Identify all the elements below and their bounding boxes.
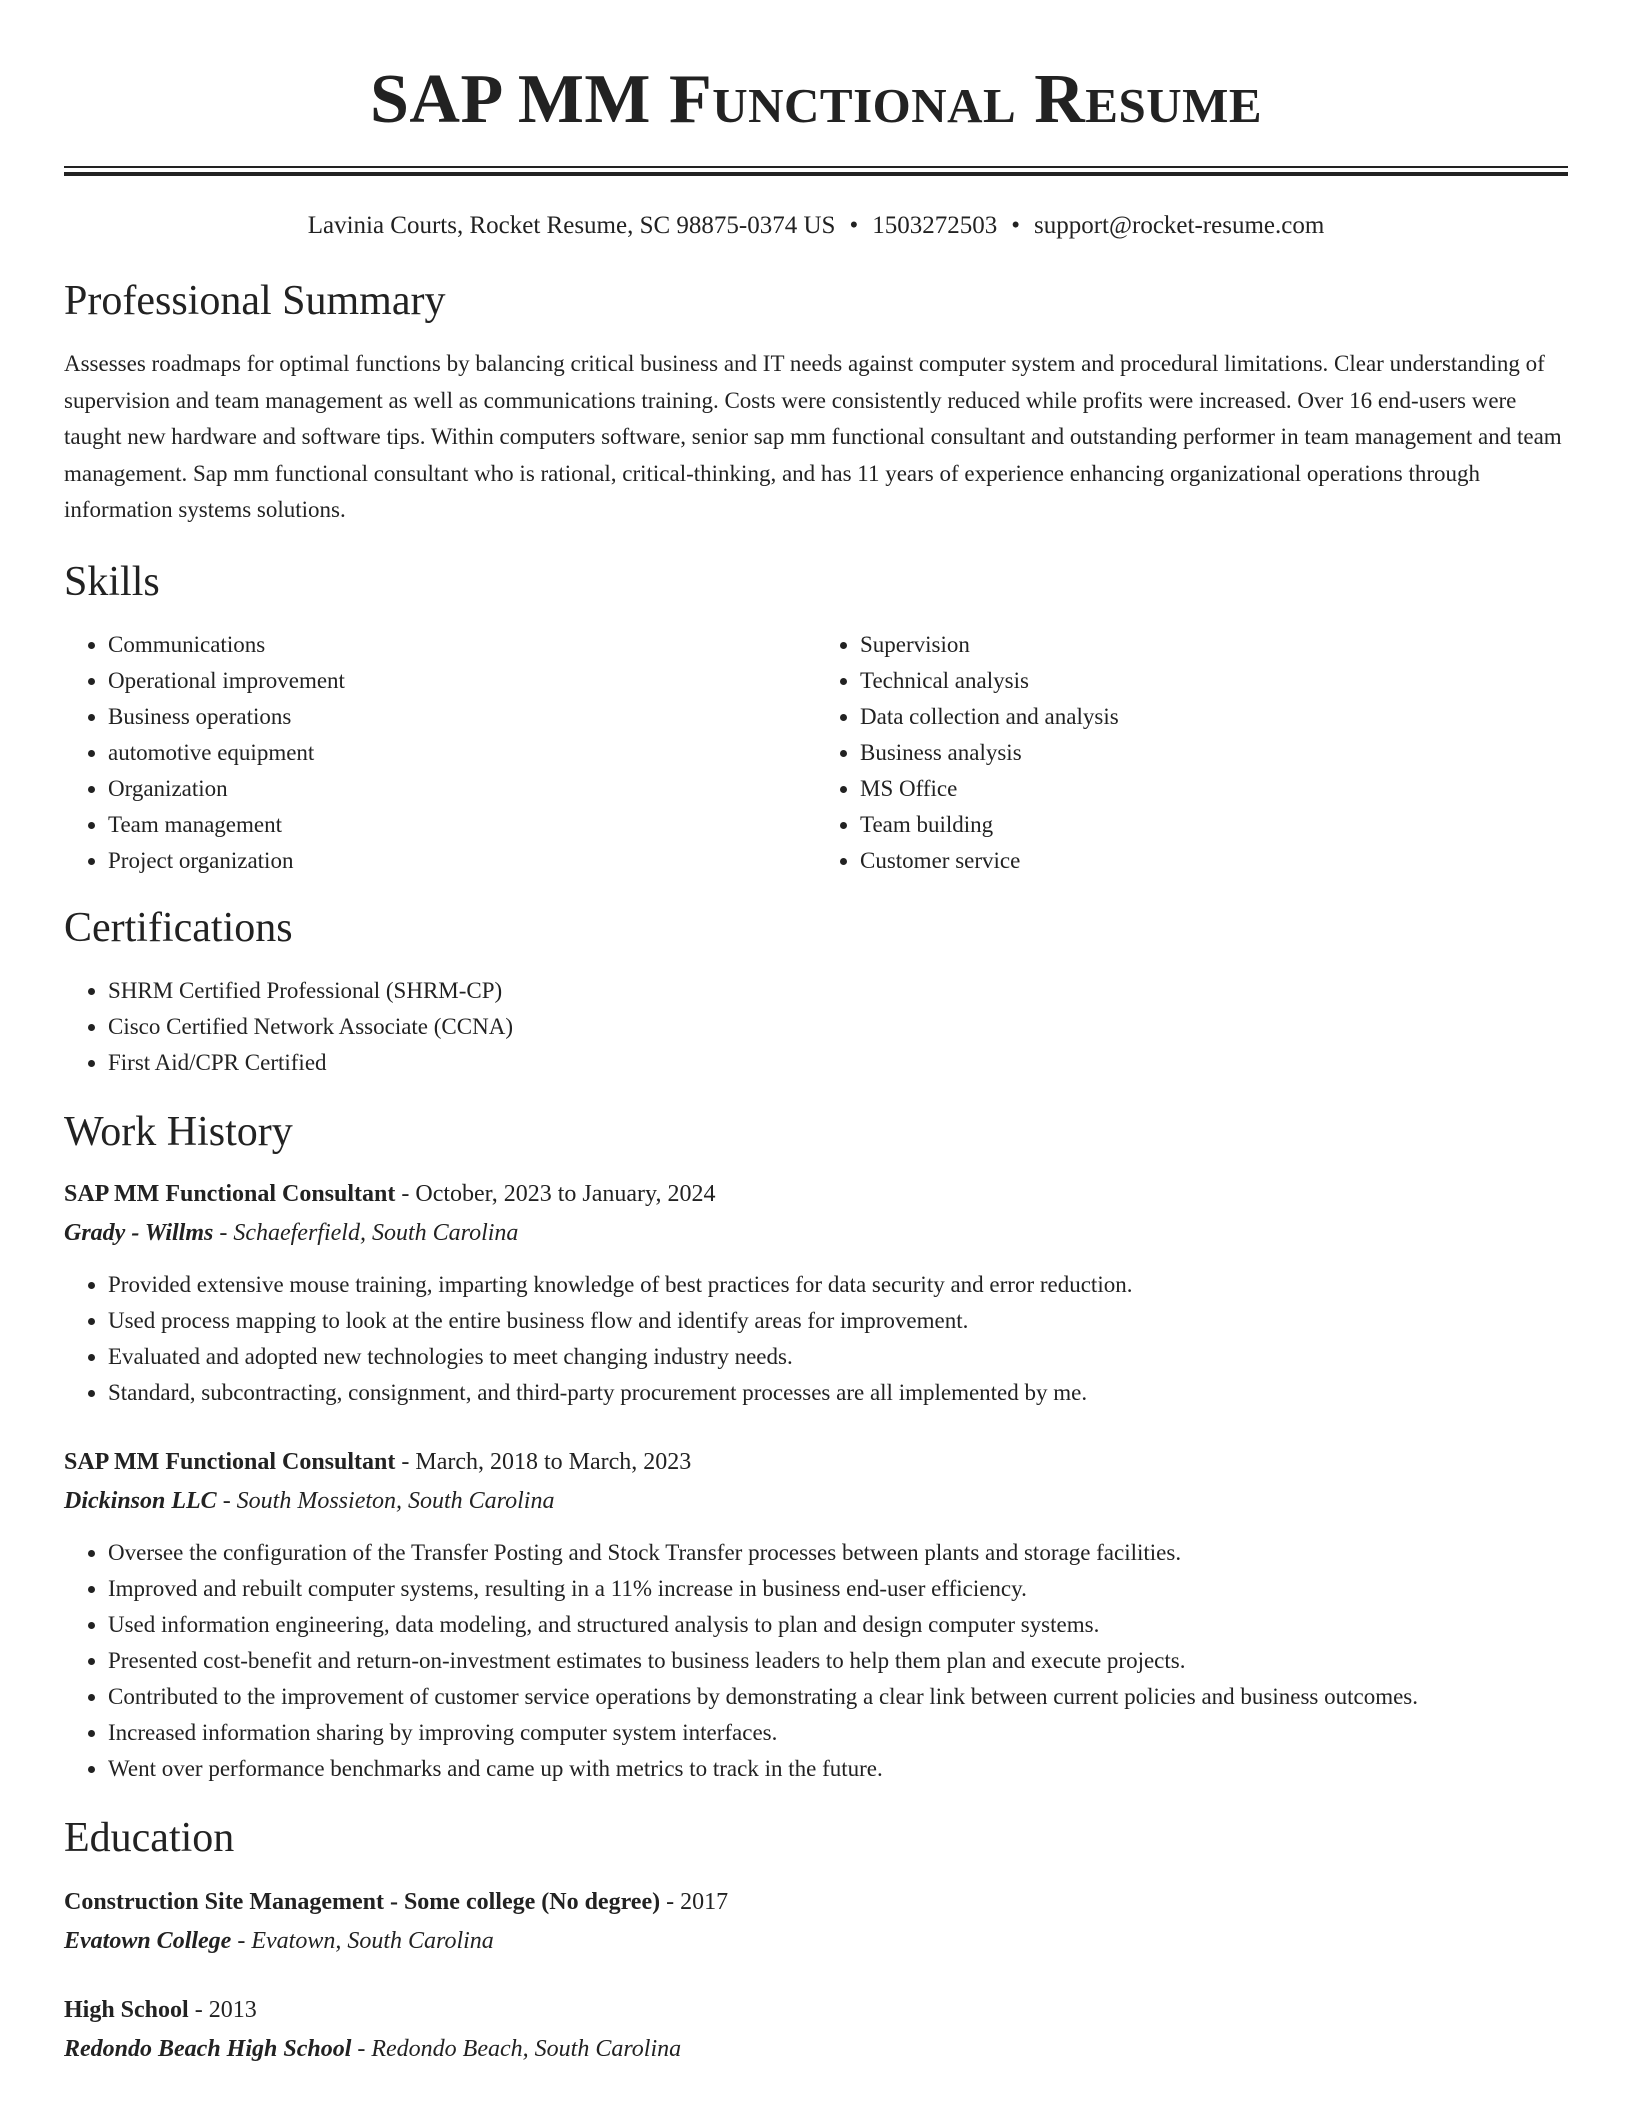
certification-item: • Cisco Certified Network Associate (CCNA) bbox=[108, 1009, 1568, 1045]
job-bullet: • Oversee the configuration of the Transfer Posting and Stock Transfer processes between plants and storage facilities. bbox=[108, 1535, 1568, 1571]
education-program: Construction Site Management - Some college (No degree) bbox=[64, 1888, 661, 1915]
education-school-line bbox=[64, 1921, 1568, 1961]
summary-heading: Professional Summary bbox=[64, 278, 446, 324]
skill-item: • Customer service bbox=[860, 843, 1568, 879]
job-bullet: • Provided extensive mouse training, imparting knowledge of best practices for data security and error reduction. bbox=[108, 1267, 1568, 1303]
skill-item: • Technical analysis bbox=[860, 663, 1568, 699]
job-bullet: • Increased information sharing by improving computer system interfaces. bbox=[108, 1715, 1568, 1751]
title-divider bbox=[64, 166, 1568, 176]
education-program-line bbox=[64, 1991, 1568, 2029]
skill-item: • Supervision bbox=[860, 627, 1568, 663]
skills-columns bbox=[64, 627, 1568, 879]
contact-separator: • bbox=[1011, 212, 1020, 239]
job-bullet: • Evaluated and adopted new technologies to meet changing industry needs. bbox=[108, 1339, 1568, 1375]
job-bullet: • Presented cost-benefit and return-on-investment estimates to business leaders to help them plan and execute projects. bbox=[108, 1643, 1568, 1679]
contact-email: support@rocket-resume.com bbox=[1033, 212, 1325, 239]
skills-right-list bbox=[816, 627, 1568, 879]
contact-separator: • bbox=[849, 212, 859, 239]
job-location: - South Mossieton, South Carolina bbox=[216, 1487, 555, 1514]
job-bullets bbox=[64, 1267, 1568, 1411]
work-history-heading: Work History bbox=[64, 1108, 293, 1155]
resume-page bbox=[64, 0, 1568, 2069]
skill-item: • Communications bbox=[108, 627, 816, 663]
skill-item: • Data collection and analysis bbox=[860, 699, 1568, 735]
education-entry bbox=[64, 1991, 1568, 2069]
job-bullets bbox=[64, 1535, 1568, 1787]
job-bullet: • Standard, subcontracting, consignment, and third-party procurement processes are all implemented by me. bbox=[108, 1375, 1568, 1411]
certifications-list bbox=[64, 973, 1568, 1081]
contact-phone: 1503272503 bbox=[872, 212, 998, 239]
summary-text: Assesses roadmaps for optimal functions by balancing critical business and IT needs against computer system and procedural limitations. Clear understanding of supervision and team management as well as communications training. Costs were consistently reduced while profits were increased. Over 16 end-users were taught new hardware and software tips. Within computers software, senior sap mm functional consultant and outstanding performer in team management and team management. Sap mm functional consultant who is rational, critical-thinking, and has 11 years of experience enhancing organizational operations through information systems solutions. bbox=[64, 351, 1562, 522]
education-heading: Education bbox=[64, 1814, 235, 1861]
skill-item: • Project organization bbox=[108, 843, 816, 879]
contact-address: Lavinia Courts, Rocket Resume, SC 98875-0374 US bbox=[307, 212, 836, 239]
job-company: Dickinson LLC bbox=[64, 1487, 217, 1514]
certification-item: • SHRM Certified Professional (SHRM-CP) bbox=[108, 973, 1568, 1009]
education-year: - 2013 bbox=[188, 1996, 257, 2023]
job-title: SAP MM Functional Consultant bbox=[64, 1180, 396, 1207]
page-title: SAP MM Functional Resume bbox=[369, 61, 1263, 138]
education-year: - 2017 bbox=[660, 1888, 729, 1915]
education-location: - Evatown, South Carolina bbox=[231, 1927, 494, 1954]
education-entry bbox=[64, 1883, 1568, 1961]
job-dates: - October, 2023 to January, 2024 bbox=[395, 1180, 716, 1207]
job-company-line bbox=[64, 1481, 1568, 1521]
skill-item: • Team management bbox=[108, 807, 816, 843]
education-program-line bbox=[64, 1883, 1568, 1921]
job-bullet: • Improved and rebuilt computer systems, resulting in a 11% increase in business end-user efficiency. bbox=[108, 1571, 1568, 1607]
job-location: - Schaeferfield, South Carolina bbox=[213, 1219, 519, 1246]
job-dates: - March, 2018 to March, 2023 bbox=[395, 1448, 692, 1475]
job-company-line bbox=[64, 1213, 1568, 1253]
job-bullet: • Used information engineering, data modeling, and structured analysis to plan and design computer systems. bbox=[108, 1607, 1568, 1643]
contact-line bbox=[64, 208, 1568, 244]
education-school: Evatown College bbox=[64, 1927, 232, 1954]
skill-item: • Organization bbox=[108, 771, 816, 807]
education-school-line bbox=[64, 2029, 1568, 2069]
job-entry bbox=[64, 1443, 1568, 1787]
skills-heading: Skills bbox=[64, 558, 160, 605]
job-company: Grady - Willms bbox=[64, 1219, 214, 1246]
skill-item: • MS Office bbox=[860, 771, 1568, 807]
certification-item: • First Aid/CPR Certified bbox=[108, 1045, 1568, 1081]
job-title: SAP MM Functional Consultant bbox=[64, 1448, 396, 1475]
education-school: Redondo Beach High School bbox=[64, 2035, 352, 2062]
skill-item: • Operational improvement bbox=[108, 663, 816, 699]
skill-item: • automotive equipment bbox=[108, 735, 816, 771]
certifications-heading: Certifications bbox=[64, 904, 293, 951]
skill-item: • Team building bbox=[860, 807, 1568, 843]
skills-left-list bbox=[64, 627, 816, 879]
skill-item: • Business operations bbox=[108, 699, 816, 735]
job-bullet: • Went over performance benchmarks and came up with metrics to track in the future. bbox=[108, 1751, 1568, 1787]
job-bullet: • Used process mapping to look at the entire business flow and identify areas for improvement. bbox=[108, 1303, 1568, 1339]
education-location: - Redondo Beach, South Carolina bbox=[351, 2035, 682, 2062]
skill-item: • Business analysis bbox=[860, 735, 1568, 771]
job-bullet: • Contributed to the improvement of customer service operations by demonstrating a clear link between current policies and business outcomes. bbox=[108, 1679, 1568, 1715]
job-title-line bbox=[64, 1175, 1568, 1213]
job-entry bbox=[64, 1175, 1568, 1411]
education-program: High School bbox=[64, 1996, 189, 2023]
job-title-line bbox=[64, 1443, 1568, 1481]
